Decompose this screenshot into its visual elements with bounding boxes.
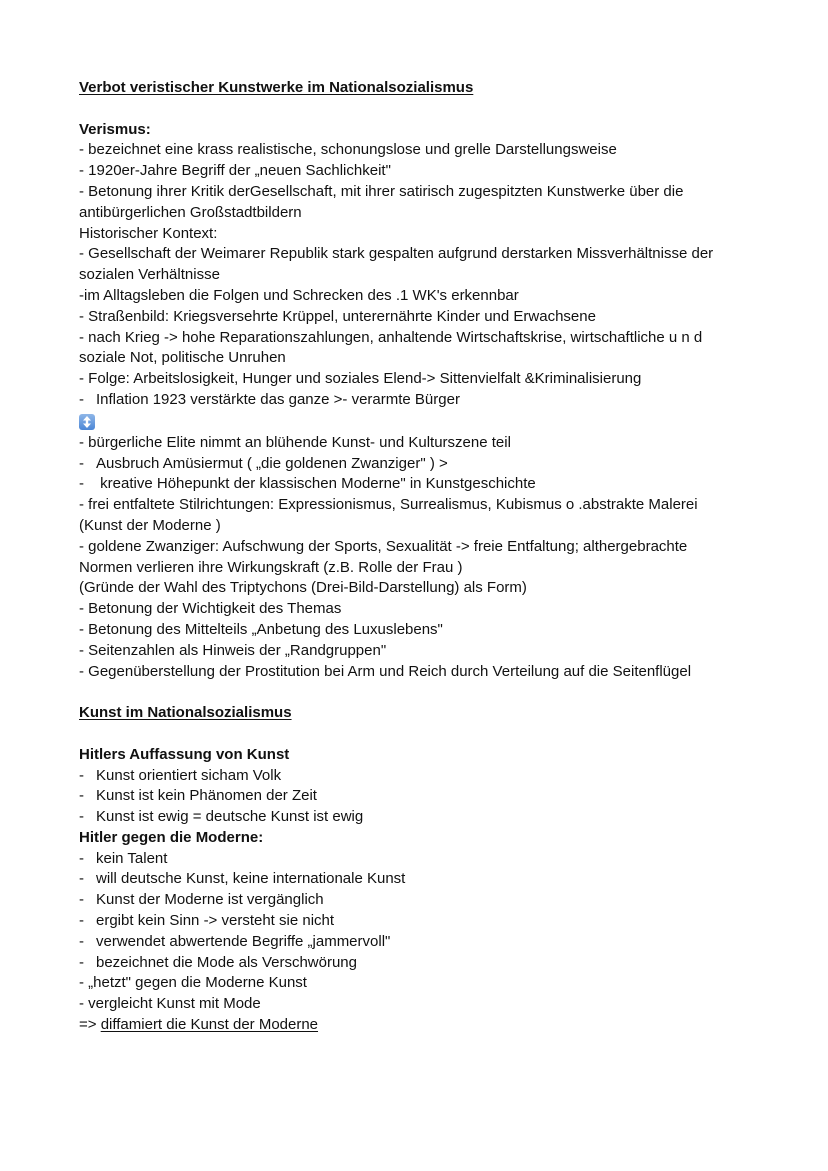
list-dash: - [79,932,84,950]
list-text: Kunst der Moderne ist vergänglich [96,891,324,909]
list-dash: - [79,849,84,867]
text-line: soziale Not, politische Unruhen [79,349,286,367]
list-item [79,849,768,870]
list-item [79,807,768,828]
text-line: - vergleicht Kunst mit Mode [79,995,261,1013]
text-line: - bürgerliche Elite nimmt an blühende Kunst- und Kulturszene teil [79,433,511,451]
list-dash: - [79,870,84,888]
list-text: verwendet abwertende Begriffe „jammervoll" [96,932,391,950]
spacer [79,682,768,703]
list-item [79,953,768,974]
text-line: -im Alltagsleben die Folgen und Schrecken des .1 WK's erkennbar [79,286,519,304]
list-dash: - [79,912,84,930]
list-text: ergibt kein Sinn -> versteht sie nicht [96,912,335,930]
list-dash: - [79,891,84,909]
list-text: bezeichnet die Mode als Verschwörung [96,953,357,971]
list-dash: - [79,808,84,826]
text-line: - bezeichnet eine krass realistische, schonungslose und grelle Darstellungsweise [79,141,617,159]
document-title: Verbot veristischer Kunstwerke im Nationalsozialismus [79,79,474,96]
list-item [79,390,768,411]
spacer [79,724,768,745]
list-item [79,869,768,890]
list-item [79,454,768,475]
subsection-heading: Hitlers Auffassung von Kunst [79,745,290,763]
text-line: - Folge: Arbeitslosigkeit, Hunger und soziales Elend-> Sittenvielfalt &Kriminalisierung [79,370,642,388]
list-text: Kunst ist kein Phänomen der Zeit [96,787,317,805]
list-dash: - [79,953,84,971]
list-text: kein Talent [96,849,168,867]
text-line: - 1920er-Jahre Begriff der „neuen Sachlichkeit" [79,162,391,180]
conclusion-text: diffamiert die Kunst der Moderne [100,1016,319,1034]
list-text: kreative Höhepunkt der klassischen Moderne" in Kunstgeschichte [96,475,536,493]
text-line: antibürgerlichen Großstadtbildern [79,203,302,221]
text-line: - nach Krieg -> hohe Reparationszahlungen, anhaltende Wirtschaftskrise, wirtschaftliche u n d [79,328,703,346]
list-dash: - [79,454,84,472]
list-dash: - [79,766,84,784]
text-line: - Betonung ihrer Kritik derGesellschaft, mit ihrer satirisch zugespitzten Kunstwerke über die [79,182,684,200]
conclusion-prefix: => [79,1016,101,1034]
list-item [79,474,768,495]
text-line: - „hetzt" gegen die Moderne Kunst [79,974,307,992]
text-line: (Kunst der Moderne ) [79,516,221,534]
text-line: - Gesellschaft der Weimarer Republik stark gespalten aufgrund derstarken Missverhältnisse der [79,245,714,263]
list-item [79,786,768,807]
text-line: Normen verlieren ihre Wirkungskraft (z.B. Rolle der Frau ) [79,558,463,576]
text-line: - Seitenzahlen als Hinweis der „Randgruppen" [79,641,387,659]
text-line: sozialen Verhältnisse [79,266,220,284]
list-text: Ausbruch Amüsiermut ( „die goldenen Zwanziger" ) > [96,454,448,472]
list-item [79,911,768,932]
verismus-heading: Verismus: [79,120,151,138]
text-line: - Straßenbild: Kriegsversehrte Krüppel, unterernährte Kinder und Erwachsene [79,307,596,325]
list-text: will deutsche Kunst, keine internationale Kunst [96,870,406,888]
conclusion-line [79,1015,768,1036]
list-dash: - [79,787,84,805]
list-dash: - [79,475,84,493]
list-dash: - [79,390,84,408]
text-line: - goldene Zwanziger: Aufschwung der Sports, Sexualität -> freie Entfaltung; althergebrachte [79,537,688,555]
section-heading: Kunst im Nationalsozialismus [79,704,292,722]
list-item [79,766,768,787]
list-item [79,890,768,911]
text-line: - Betonung des Mittelteils „Anbetung des Luxuslebens" [79,620,443,638]
list-text: Kunst ist ewig = deutsche Kunst ist ewig [96,808,364,826]
text-line: - Betonung der Wichtigkeit des Themas [79,600,342,618]
spacer [79,99,768,120]
text-line: Historischer Kontext: [79,224,218,242]
icon-row [79,411,768,433]
subsection-heading: Hitler gegen die Moderne: [79,828,264,846]
text-line: - Gegenüberstellung der Prostitution bei Arm und Reich durch Verteilung auf die Seitenflügel [79,662,692,680]
text-line: - frei entfaltete Stilrichtungen: Expressionismus, Surrealismus, Kubismus o .abstrakte Malerei [79,496,698,514]
list-item [79,932,768,953]
list-text: Inflation 1923 verstärkte das ganze >- verarmte Bürger [96,390,460,408]
text-line: (Gründe der Wahl des Triptychons (Drei-Bild-Darstellung) als Form) [79,579,527,597]
up-down-arrow-icon [79,414,95,430]
list-text: Kunst orientiert sicham Volk [96,766,282,784]
